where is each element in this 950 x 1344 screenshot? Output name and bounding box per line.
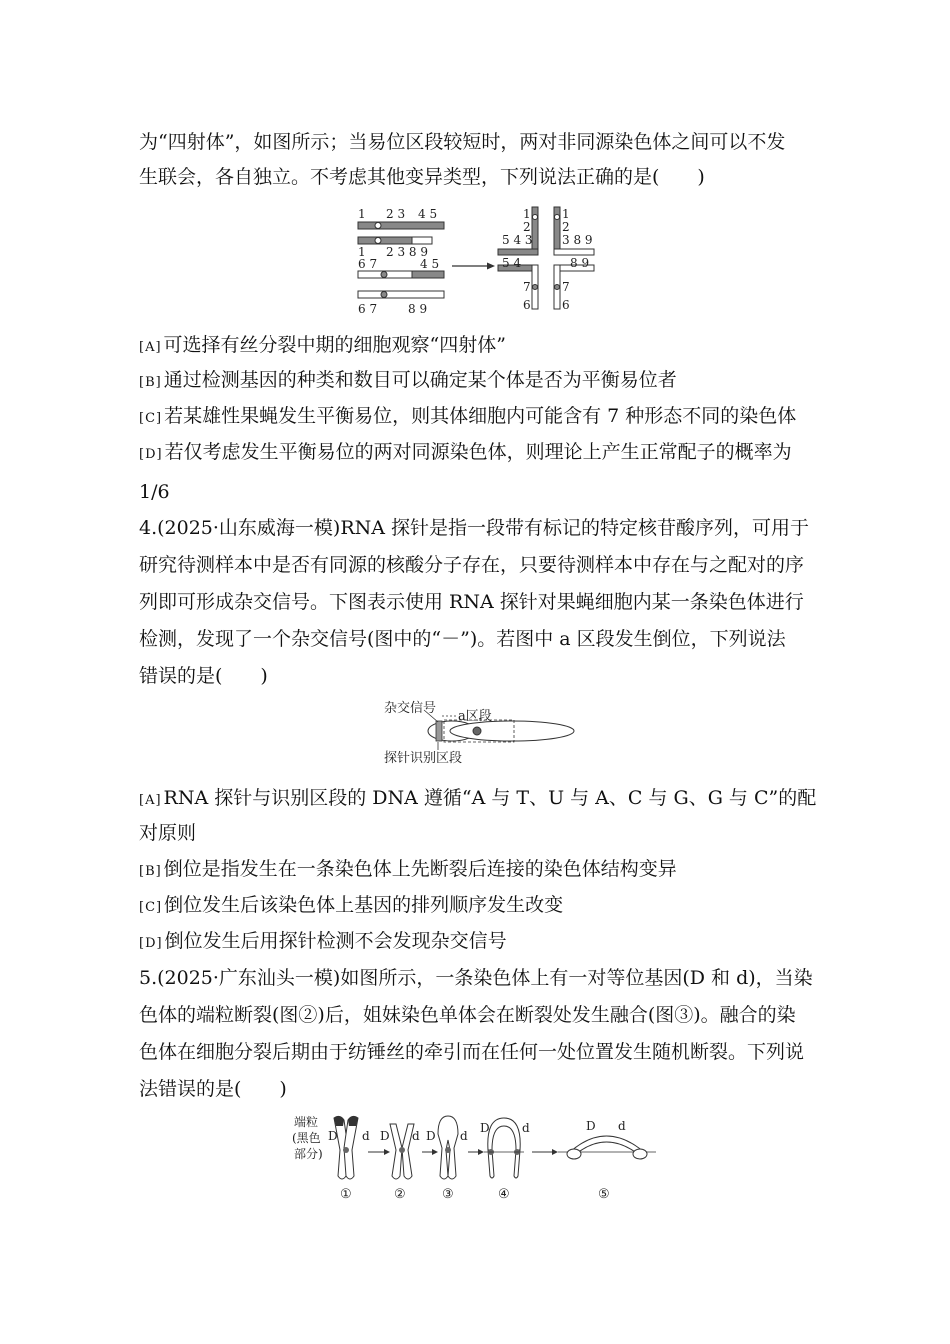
arrow-head [384,1149,390,1155]
gene-label: 5 4 3 [502,233,533,247]
centromere [533,285,538,290]
gene-d-label: d [522,1121,530,1135]
gene-label: 2 3 [386,207,406,221]
label-telomere: 端粒 [294,1115,319,1129]
label-telomere-note: 部分) [294,1147,323,1161]
q3-text-line-1: 为“四射体”，如图所示；当易位区段较短时，两对非同源染色体之间可以不发 [139,131,786,153]
q4-option-a: [A] RNA 探针与识别区段的 DNA 遵循“A 与 T、U 与 A、C 与 G、G 与 C”的配 [139,787,817,809]
q5-text-line-2: 色体的端粒断裂(图②)后，姐妹染色单体会在断裂处发生融合(图③)。融合的染 [139,1004,796,1026]
gene-D-label: D [480,1121,490,1135]
q5-telomere-figure [288,1110,660,1202]
gene-label: 7 [523,280,531,294]
pulled-chromosome-arc [570,1136,644,1154]
stage-label: ⑤ [598,1187,610,1202]
gene-label: 6 [562,298,570,312]
centromere [555,215,560,220]
gene-d-label: d [412,1129,420,1143]
chromosome-bar [358,291,444,298]
stage-label: ② [394,1187,406,1202]
gene-D-label: D [426,1129,436,1143]
chromosome-bar [412,271,444,278]
arrow-head [478,1149,484,1155]
q3-option-b: [B] 通过检测基因的种类和数目可以确定某个体是否为平衡易位者 [139,369,677,391]
arrow-head [552,1149,558,1155]
q5-text-line-4: 法错误的是( ) [139,1078,287,1100]
q5-text-line-3: 色体在细胞分裂后期由于纺锤丝的牵引而在任何一处位置发生随机断裂。下列说 [139,1041,805,1063]
q4-text-line-1: 4.(2025·山东威海一模)RNA 探针是指一段带有标记的特定核苷酸序列，可用于 [139,517,810,539]
gene-label: 1 [562,207,570,221]
gene-label: 7 [562,280,570,294]
gene-d-label: d [618,1119,626,1133]
gene-label: 6 7 [358,257,378,271]
gene-d-label: d [362,1129,370,1143]
gene-d-label: d [460,1129,468,1143]
q3-quadrivalent-figure [352,205,602,317]
centromere [533,215,538,220]
chromosome-right-arm [450,721,574,741]
arrow-head [487,263,495,270]
q3-option-a: [A] 可选择有丝分裂中期的细胞观察“四射体” [139,334,506,356]
gene-label: 2 [562,220,570,234]
hybridization-signal [436,721,442,741]
centromere [399,1147,405,1153]
gene-label: 5 4 [502,256,522,270]
arrow-head [432,1149,438,1155]
centromere [375,223,381,229]
centromere [555,285,560,290]
q4-probe-figure [380,696,580,768]
gene-label: 1 [358,245,366,259]
gene-label: 8 9 [570,256,590,270]
gene-label: 4 5 [418,207,438,221]
quadrivalent-arm [498,249,538,255]
gene-label: 2 [523,220,531,234]
q4-text-line-5: 错误的是( ) [139,665,268,687]
q5-text-line-1: 5.(2025·广东汕头一模)如图所示，一条染色体上有一对等位基因(D 和 d)，当染 [139,967,813,989]
q4-text-line-2: 研究待测样本中是否有同源的核酸分子存在，只要待测样本中存在与之配对的序 [139,554,805,576]
q3-option-c: [C] 若某雄性果蝇发生平衡易位，则其体细胞内可能含有 7 种形态不同的染色体 [139,405,797,427]
label-a-segment: a区段 [458,709,492,724]
centromere-end [567,1149,581,1159]
stage-label: ① [340,1187,352,1202]
centromere [343,1147,349,1153]
gene-D-label: D [380,1129,390,1143]
q4-text-line-4: 检测，发现了一个杂交信号(图中的“－”)。若图中 a 区段发生倒位，下列说法 [139,628,786,650]
gene-label: 8 9 [408,302,428,316]
gene-label: 1 [523,207,531,221]
centromere [375,238,381,244]
gene-label: 1 [358,207,366,221]
centromere-end [633,1149,647,1159]
gene-label: 2 3 8 9 [386,245,428,259]
stage-label: ③ [442,1187,454,1202]
chromosome-bar [412,237,432,244]
centromere [473,727,481,735]
label-probe-region: 探针识别区段 [384,751,463,766]
q4-option-c: [C] 倒位发生后该染色体上基因的排列顺序发生改变 [139,894,564,916]
q4-option-d: [D] 倒位发生后用探针检测不会发现杂交信号 [139,930,507,952]
label-hybridization-signal: 杂交信号 [384,701,437,716]
centromere [381,272,387,278]
chromosome-bar [358,222,444,229]
stage-label: ④ [498,1187,510,1202]
gene-label: 3 8 9 [562,233,593,247]
gene-D-label: D [328,1129,338,1143]
label-telomere-note: (黑色 [292,1131,321,1145]
gene-label: 4 5 [420,257,440,271]
chromatin-bridge [488,1118,520,1150]
q4-option-b: [B] 倒位是指发生在一条染色体上先断裂后连接的染色体结构变异 [139,858,677,880]
gene-D-label: D [586,1119,596,1133]
centromere [445,1147,451,1153]
q3-text-line-2: 生联会，各自独立。不考虑其他变异类型，下列说法正确的是( ) [139,166,705,188]
gene-label: 6 7 [358,302,378,316]
q4-option-a-continued: 对原则 [139,822,197,844]
q3-option-d-continued: 1/6 [139,481,170,503]
quadrivalent-arm [554,249,594,255]
gene-label: 6 [523,298,531,312]
q3-option-d: [D] 若仅考虑发生平衡易位的两对同源染色体，则理论上产生正常配子的概率为 [139,441,792,463]
centromere [381,292,387,298]
q4-text-line-3: 列即可形成杂交信号。下图表示使用 RNA 探针对果蝇细胞内某一条染色体进行 [139,591,804,613]
chromosome-bar [358,237,412,244]
